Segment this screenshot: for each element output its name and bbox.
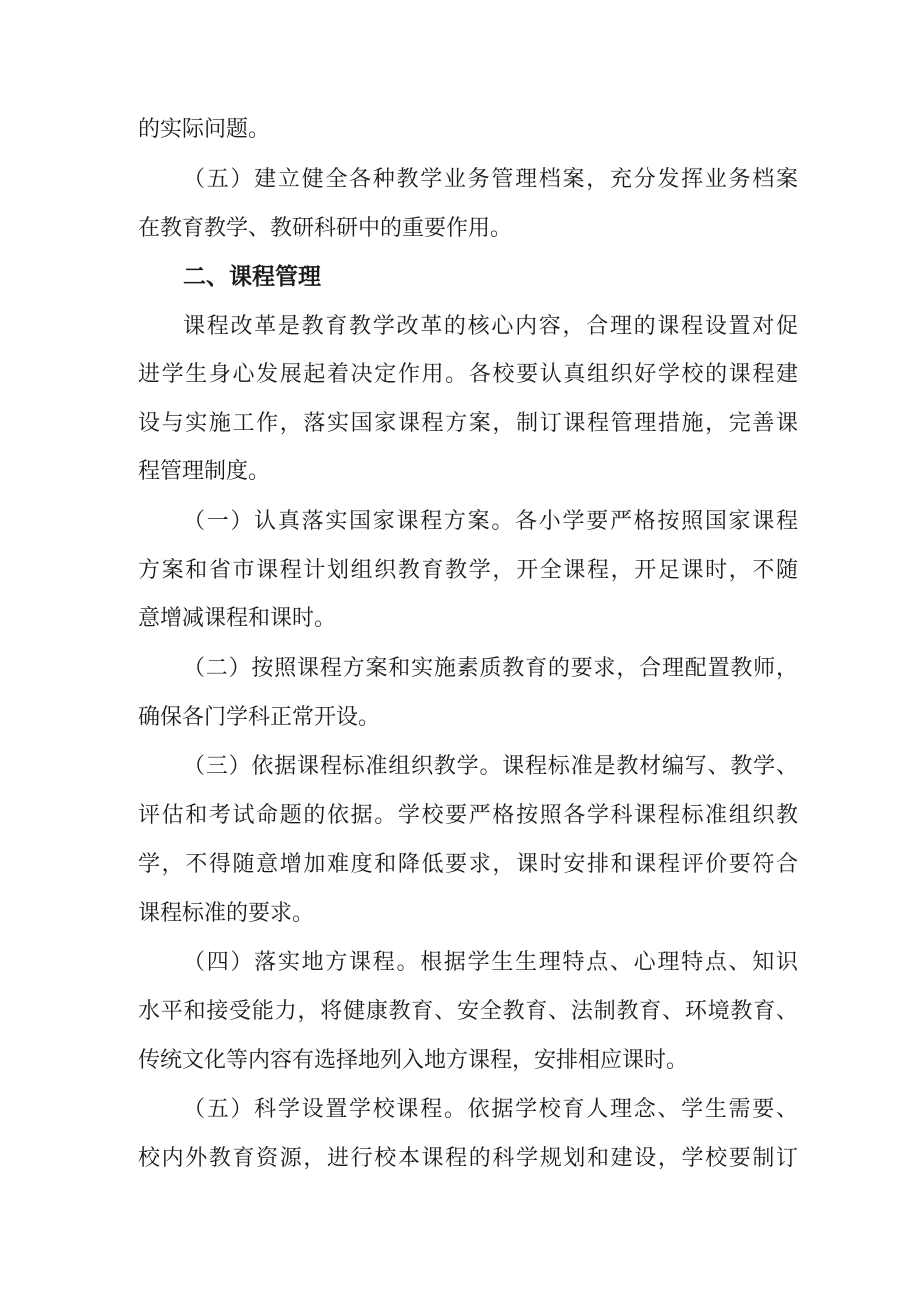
text-line: （四）落实地方课程。根据学生生理特点、心理特点、知识 — [183, 950, 798, 975]
text-line: 课程改革是教育教学改革的核心内容，合理的课程设置对促 — [183, 314, 798, 339]
text-line: 意增减课程和课时。 — [138, 606, 337, 631]
text-line: （五）建立健全各种教学业务管理档案，充分发挥业务档案 — [183, 167, 798, 192]
text-line: 校内外教育资源，进行校本课程的科学规划和建设，学校要制订 — [138, 1146, 798, 1171]
text-line: 程管理制度。 — [138, 459, 271, 484]
text-line: （五）科学设置学校课程。依据学校育人理念、学生需要、 — [183, 1097, 798, 1122]
text-line: （二）按照课程方案和实施素质教育的要求，合理配置教师， — [183, 656, 798, 681]
text-line: 课程标准的要求。 — [138, 901, 315, 926]
text-line: 评估和考试命题的依据。学校要严格按照各学科课程标准组织教 — [138, 803, 798, 828]
text-line: 在教育教学、教研科研中的重要作用。 — [138, 216, 513, 241]
text-line: 设与实施工作，落实国家课程方案，制订课程管理措施，完善课 — [138, 411, 798, 436]
text-line: 方案和省市课程计划组织教育教学，开全课程，开足课时，不随 — [138, 558, 798, 583]
section-heading: 二、课程管理 — [183, 264, 321, 290]
text-line: 传统文化等内容有选择地列入地方课程，安排相应课时。 — [138, 1048, 689, 1073]
text-line: （一）认真落实国家课程方案。各小学要严格按照国家课程 — [183, 509, 798, 534]
text-line: （三）依据课程标准组织教学。课程标准是教材编写、教学、 — [183, 754, 798, 779]
text-line: 的实际问题。 — [138, 117, 271, 142]
text-line: 确保各门学科正常开设。 — [138, 705, 381, 730]
text-line: 进学生身心发展起着决定作用。各校要认真组织好学校的课程建 — [138, 362, 798, 387]
text-line: 学，不得随意增加难度和降低要求，课时安排和课程评价要符合 — [138, 852, 798, 877]
text-line: 水平和接受能力，将健康教育、安全教育、法制教育、环境教育、 — [138, 999, 798, 1024]
